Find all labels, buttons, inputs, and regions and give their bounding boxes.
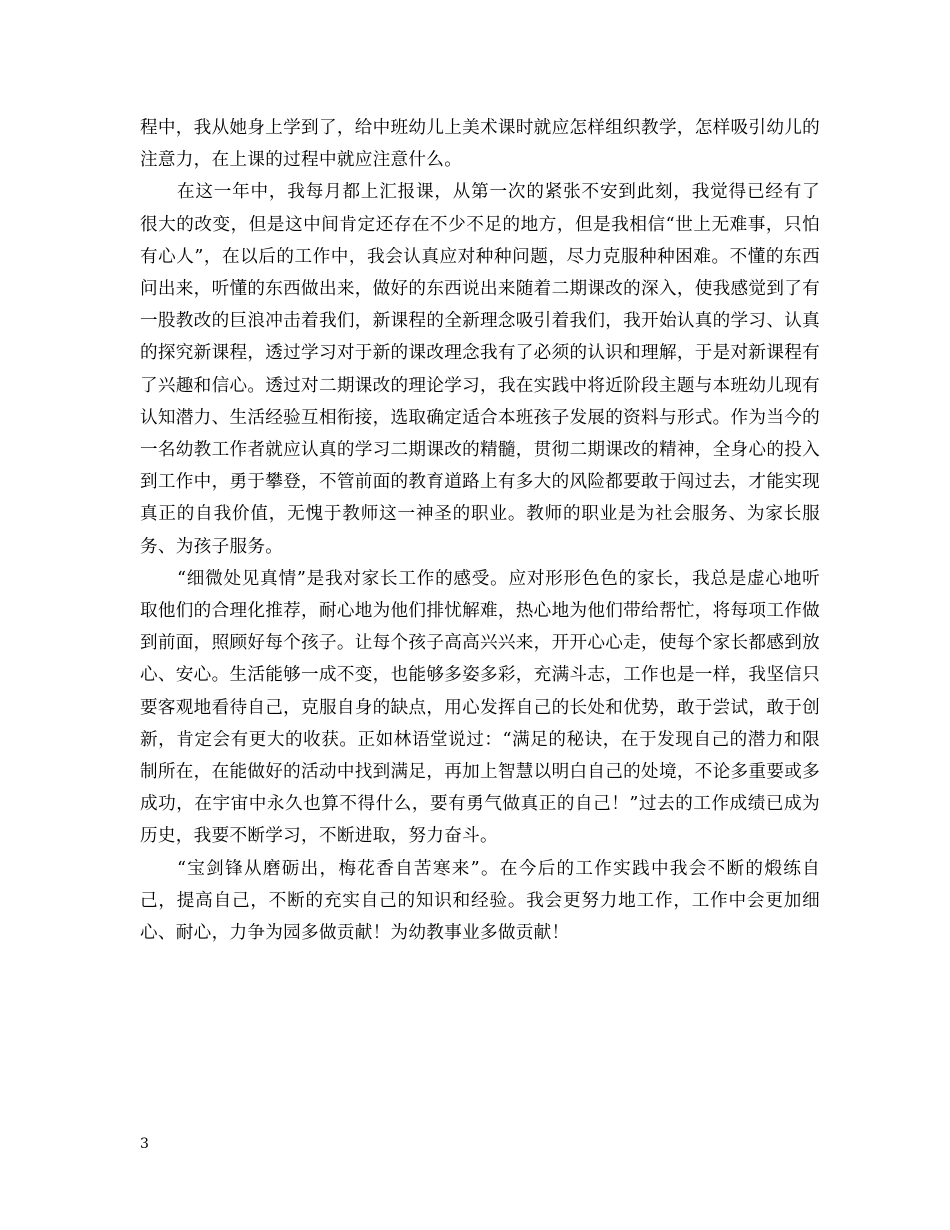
page-number: 3 xyxy=(140,1136,149,1152)
paragraph-monthly-reports: 在这一年中，我每月都上汇报课，从第一次的紧张不安到此刻，我觉得已经有了很大的改变，但是这中间肯定还存在不少不足的地方，但是我相信“世上无难事，只怕有心人”，在以后的工作中，我会认真应对种种问题，尽力克服种种困难。不懂的东西问出来，听懂的东西做出来，做好的东西说出来随着二期课改的深入，使我感觉到了有一股教改的巨浪冲击着我们，新课程的全新理念吸引着我们，我开始认真的学习、认真的探究新课程，透过学习对于新的课改理念我有了必须的认识和理解，于是对新课程有了兴趣和信心。透过对二期课改的理论学习，我在实践中将近阶段主题与本班幼儿现有认知潜力、生活经验互相衔接，选取确定适合本班孩子发展的资料与形式。作为当今的一名幼教工作者就应认真的学习二期课改的精髓，贯彻二期课改的精神，全身心的投入到工作中，勇于攀登，不管前面的教育道路上有多大的风险都要敢于闯过去，才能实现真正的自我价值，无愧于教师这一神圣的职业。教师的职业是为社会服务、为家长服务、为孩子服务。 xyxy=(140,182,820,557)
paragraph-parent-work: “细微处见真情”是我对家长工作的感受。应对形形色色的家长，我总是虚心地听取他们的合理化推荐，耐心地为他们排忧解难，热心地为他们带给帮忙，将每项工作做到前面，照顾好每个孩子。让每个孩子高高兴兴来，开开心心走，使每个家长都感到放心、安心。生活能够一成不变，也能够多姿多彩，充满斗志，工作也是一样，我坚信只要客观地看待自己，克服自身的缺点，用心发挥自己的长处和优势，敢于尝试，敢于创新，肯定会有更大的收获。正如林语堂说过：“满足的秘诀，在于发现自己的潜力和限制所在，在能做好的活动中找到满足，再加上智慧以明白自己的处境，不论多重要或多成功，在宇宙中永久也算不得什么，要有勇气做真正的自己！”过去的工作成绩已成为历史，我要不断学习，不断进取，努力奋斗。 xyxy=(140,568,820,847)
body-text xyxy=(140,112,820,949)
paragraph-continuation: 程中，我从她身上学到了，给中班幼儿上美术课时就应怎样组织教学，怎样吸引幼儿的注意力，在上课的过程中就应注意什么。 xyxy=(140,118,820,171)
paragraph-closing: “宝剑锋从磨砺出，梅花香自苦寒来”。在今后的工作实践中我会不断的煅练自己，提高自己，不断的充实自己的知识和经验。我会更努力地工作，工作中会更加细心、耐心，力争为园多做贡献！为幼教事业多做贡献！ xyxy=(140,858,820,944)
